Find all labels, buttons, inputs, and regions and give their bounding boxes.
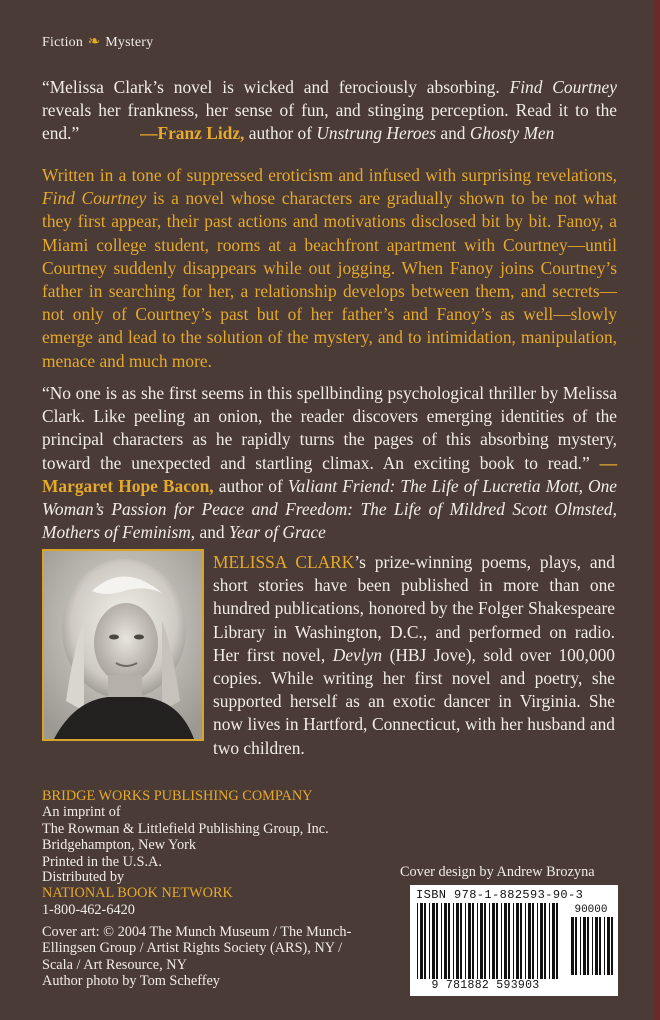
book-title: Ghosty Men (469, 123, 555, 144)
barcode-bar (489, 903, 490, 979)
barcode-bar (516, 903, 519, 979)
barcode-bar (429, 903, 430, 979)
ean-barcode-bars (416, 903, 561, 979)
distributor-info (42, 869, 372, 918)
ean-digits: 9 781882 593903 (431, 979, 540, 992)
barcode-bar (501, 903, 502, 979)
book-title: Unstrung Heroes (316, 123, 437, 144)
barcode-bar (417, 903, 418, 979)
genre-secondary: Mystery (105, 35, 154, 50)
book-title: One Woman’s Passion for Peace and Freedom: The Life of Mildred Scott Olmsted (42, 475, 617, 520)
book-title: Valiant Friend: The Life of Lucretia Mott (287, 475, 579, 496)
barcode-bar (592, 917, 593, 975)
barcode-bar (599, 917, 601, 975)
barcode-bar (611, 917, 613, 975)
book-title: Devlyn (332, 644, 383, 665)
barcode-bar (604, 917, 605, 975)
barcode-bar (595, 917, 598, 975)
quote-text: author of (244, 123, 317, 144)
barcode-bar (436, 903, 438, 979)
barcode-bar (432, 903, 435, 979)
book-title: Mothers of Feminism (42, 522, 191, 543)
genre-label (42, 32, 153, 51)
punctuation: , (612, 499, 617, 520)
barcode-bar (472, 903, 474, 979)
description-text: Written in a tone of suppressed eroticism and infused with surprising revelations, (42, 165, 617, 185)
barcode-bar (587, 917, 589, 975)
quote-text: “No one is as she first seems in this spellbinding psychological thriller by Melissa Clark. Like peeling an onion, the reader discovers emerging identities of the principal characters as he rapidly turns the pages of this absorbing mystery, toward the unexpected and startling climax. An exciting book to read.” (42, 383, 617, 473)
distributor-name: NATIONAL BOOK NETWORK (42, 885, 233, 902)
book-title: Find Courtney (42, 188, 147, 209)
spine-edge (654, 0, 660, 1020)
quote-text: author of (213, 475, 288, 496)
author-bio (213, 551, 615, 760)
review-quote-lidz (42, 76, 617, 146)
quote-attribution: —Margaret Hope Bacon, (42, 452, 617, 496)
barcode-bar (537, 903, 538, 979)
barcode-bar (556, 903, 558, 979)
publisher-line: Bridgehampton, New York (42, 837, 197, 854)
barcode-bar (480, 903, 483, 979)
author-portrait-image (44, 551, 202, 739)
quote-text: “Melissa Clark’s novel is wicked and ferociously absorbing. (42, 77, 510, 97)
barcode-bar (520, 903, 522, 979)
barcode-bar (468, 903, 471, 979)
price-addon-digits: 90000 (574, 904, 608, 916)
publisher-line: Printed in the U.S.A. (42, 853, 162, 870)
publisher-info (42, 788, 372, 870)
barcode-bar (552, 903, 555, 979)
barcode-bar (496, 903, 498, 979)
barcode-bar (571, 917, 574, 975)
barcode-bar (456, 903, 459, 979)
barcode (410, 885, 618, 996)
genre-primary: Fiction (42, 35, 84, 50)
publisher-line: The Rowman & Littlefield Publishing Group, Inc. (42, 820, 329, 837)
barcode-bar (544, 903, 546, 979)
barcode-bar (441, 903, 442, 979)
description-text: is a novel whose characters are gradually shown to be not what they first appear, their past actions and motivations disclosed bit by bit. Fanoy, a Miami college student, rooms at a beachfront apartment with Courtney—until Courtney suddenly disappears while out jogging. When Fanoy joins Courtney’s father in searching for her, a relationship develops between them, and secrets—not only of Courtney’s past but of her father’s and Fanoy’s as well—slowly emerge and lead to the solution of the mystery, and to intimidation, manipulation, menace and much more. (42, 188, 617, 371)
book-title: Find Courtney (509, 77, 617, 97)
barcode-bar (607, 917, 610, 975)
barcode-bar (453, 903, 454, 979)
barcode-bar (549, 903, 550, 979)
barcode-bar (504, 903, 507, 979)
addon-barcode-bars (570, 917, 614, 989)
barcode-bar (484, 903, 486, 979)
distributor-phone: 1-800-462-6420 (42, 901, 135, 918)
publisher-name: BRIDGE WORKS PUBLISHING COMPANY (42, 788, 313, 804)
barcode-bar (528, 903, 531, 979)
barcode-bar (508, 903, 510, 979)
punctuation: , and (190, 522, 229, 543)
bio-text: (HBJ Jove), sold over 100,000 copies. While writing her first novel and poetry, she supported herself as an exotic dancer in Virginia. She now lives in Hartford, Connecticut, with her husband and two children. (213, 644, 615, 758)
author-name: MELISSA CLARK (213, 552, 355, 572)
barcode-bar (424, 903, 426, 979)
distributor-label: Distributed by (42, 869, 125, 885)
barcode-bar (513, 903, 514, 979)
barcode-bar (477, 903, 478, 979)
barcode-bar (465, 903, 466, 979)
author-photo (42, 549, 204, 741)
barcode-bar (492, 903, 495, 979)
barcode-bar (448, 903, 450, 979)
barcode-bar (444, 903, 447, 979)
barcode-bar (460, 903, 462, 979)
cover-design-credit: Cover design by Andrew Brozyna (400, 864, 595, 880)
ornament-icon: ❧ (87, 34, 101, 50)
barcode-bar (583, 917, 586, 975)
review-quote-bacon (42, 382, 617, 544)
barcode-bar (420, 903, 423, 979)
barcode-bar (540, 903, 543, 979)
quote-attribution: —Franz Lidz, (140, 123, 245, 144)
book-title: Year of Grace (228, 522, 326, 543)
barcode-bar (525, 903, 526, 979)
cover-art-credit: Cover art: © 2004 The Munch Museum / The Munch-Ellingsen Group / Artist Rights Society (ARS), NY / Scala / Art Resource, NY (42, 924, 352, 973)
book-description (42, 164, 617, 373)
publisher-line: An imprint of (42, 804, 121, 821)
punctuation: , (578, 475, 589, 496)
author-photo-credit: Author photo by Tom Scheffey (42, 973, 220, 989)
bio-text: ’s prize-winning poems, plays, and short stories have been published in more than one hundred publications, honored by the Folger Shakespeare Library in Washington, D.C., and performed on radio. Her first novel, (213, 552, 615, 665)
isbn-text: ISBN 978-1-882593-90-3 (416, 888, 584, 902)
barcode-bar (532, 903, 534, 979)
quote-text: reveals her frankness, her sense of fun, and stinging perception. Read it to the end.” (42, 100, 617, 144)
barcode-bar (580, 917, 581, 975)
quote-text: and (436, 123, 470, 144)
barcode-bar (575, 917, 577, 975)
